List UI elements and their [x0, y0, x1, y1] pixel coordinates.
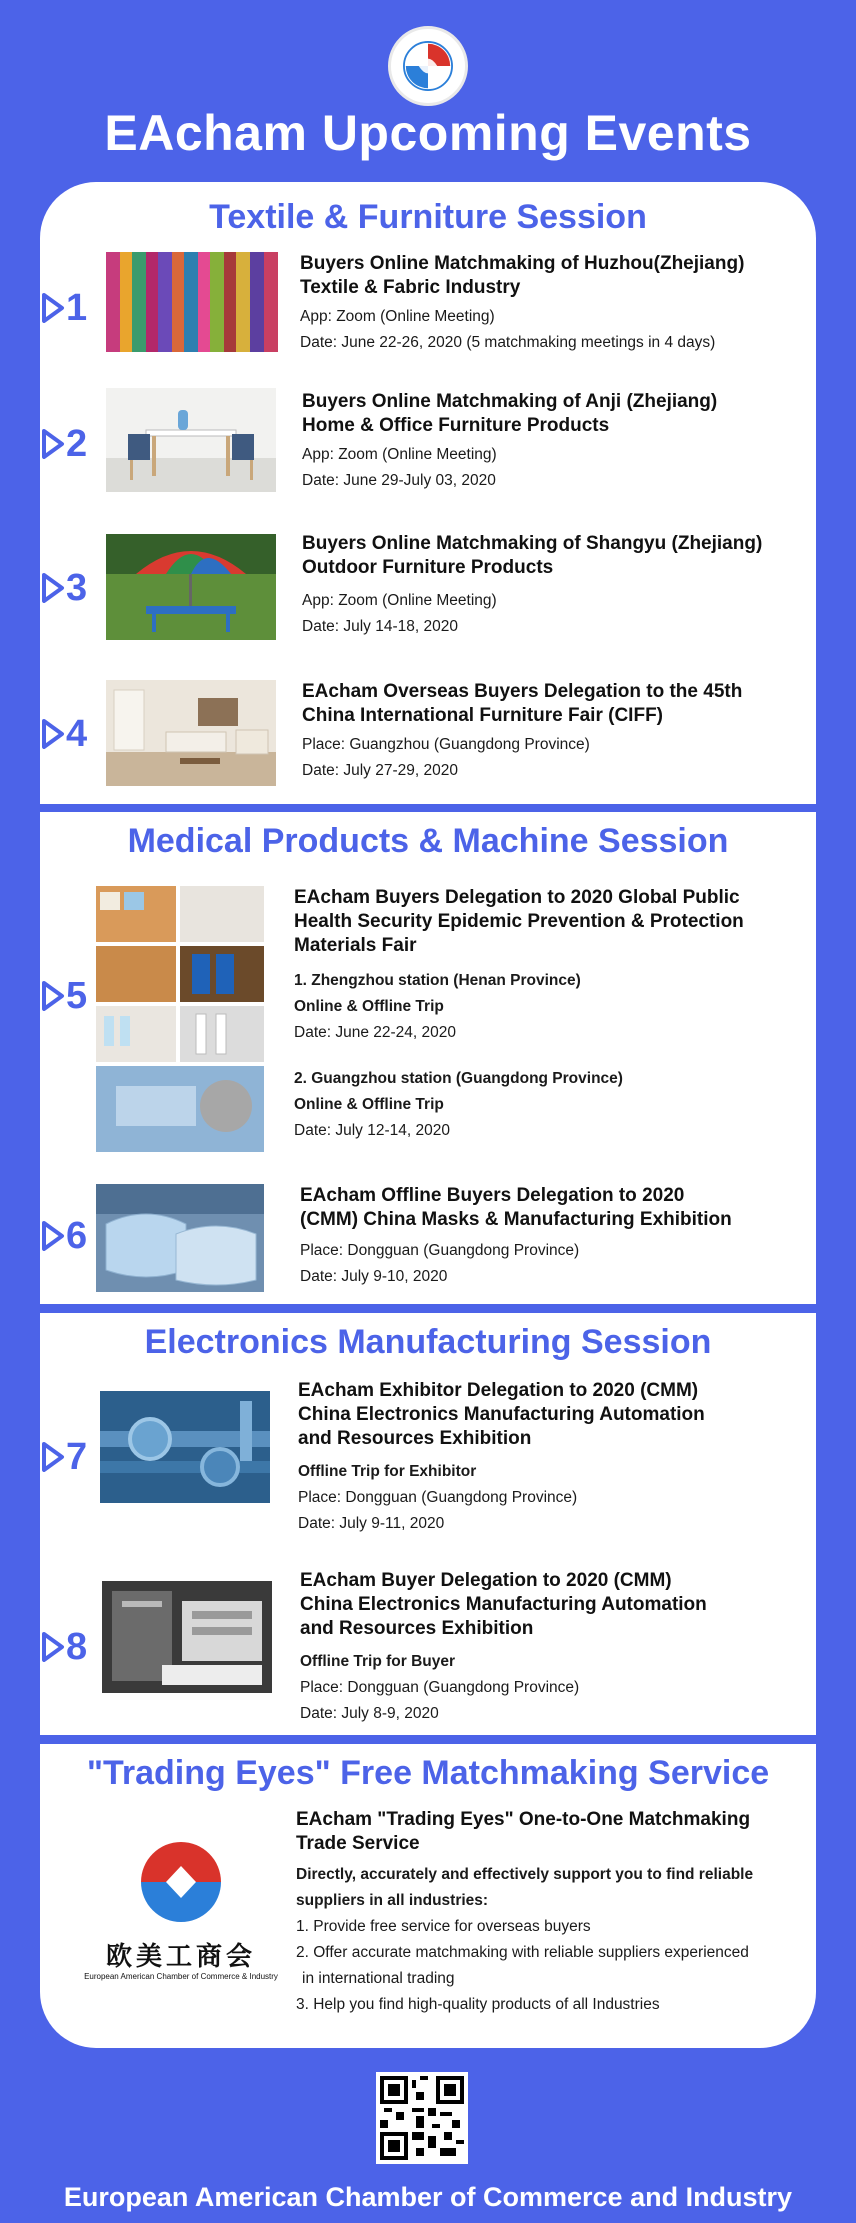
event-text: EAcham Offline Buyers Delegation to 2020 (CMM) China Masks & Manufacturing Exhibition Place: Dongguan (Guangdong Province) Date: July 9-10, 2020 — [300, 1185, 732, 1285]
event-text: Buyers Online Matchmaking of Shangyu (Zhejiang) Outdoor Furniture Products App: Zoom (Online Meeting) Date: July 14-18, 2020 — [302, 533, 763, 635]
event-number: 7 — [40, 1435, 100, 1479]
furniture-photo — [106, 388, 276, 492]
medical-supplies-collage — [96, 886, 264, 1152]
chevron-right-icon — [42, 1442, 66, 1472]
chevron-right-icon — [42, 429, 66, 459]
session-title: Electronics Manufacturing Session — [144, 1323, 712, 1361]
logo-chinese-name: 欧美工商会 — [105, 1942, 256, 1972]
event-number: 6 — [40, 1214, 100, 1258]
living-room-photo — [106, 680, 276, 786]
service-text: EAcham "Trading Eyes" One-to-One Matchmaking Trade Service Directly, accurately and effectively support you to find reliable suppliers in all industries: 1. Provide free service for overseas buyers 2. Offer accurate matchmaking with reliable suppliers experienced in international trading 3. Help you find high-quality products of all Industries — [296, 1809, 754, 2013]
event-number: 3 — [40, 566, 100, 610]
event-text: Buyers Online Matchmaking of Huzhou(Zhejiang) Textile & Fabric Industry App: Zoom (Online Meeting) Date: June 22-26, 2020 (5 matchmaking meetings in 4 days) — [300, 253, 745, 351]
session-title: Textile & Furniture Session — [209, 198, 647, 236]
textile-furniture-panel — [40, 182, 816, 804]
trading-eyes-panel — [40, 1744, 816, 2048]
outdoor-umbrella-photo — [106, 534, 276, 640]
electronics-panel — [40, 1313, 816, 1735]
event-number: 4 — [40, 712, 100, 756]
chevron-right-icon — [42, 719, 66, 749]
event-text: EAcham Buyers Delegation to 2020 Global Public Health Security Epidemic Prevention & Protection Materials Fair 1. Zhengzhou station (Henan Province) Online & Offline Trip Date: June 22-24, 2020 2. Guangzhou station (Guangdong Province) Online & Offline Trip Date: July 12-14, 2020 — [294, 887, 744, 1139]
industrial-pipes-photo — [100, 1391, 270, 1503]
event-number: 8 — [40, 1625, 100, 1669]
chevron-right-icon — [42, 293, 66, 323]
factory-machinery-photo — [102, 1581, 272, 1693]
event-number: 5 — [40, 974, 100, 1018]
medical-machine-panel — [40, 812, 816, 1304]
face-masks-photo — [96, 1184, 264, 1292]
fabric-rolls-photo — [106, 252, 278, 352]
footer-organization-name: European American Chamber of Commerce and Industry — [63, 2182, 793, 2212]
chevron-right-icon — [42, 573, 66, 603]
event-text: EAcham Exhibitor Delegation to 2020 (CMM) China Electronics Manufacturing Automation and Resources Exhibition Offline Trip for Exhibitor Place: Dongguan (Guangdong Province) Date: July 9-11, 2020 — [298, 1380, 705, 1532]
chevron-right-icon — [42, 1632, 66, 1662]
event-text: Buyers Online Matchmaking of Anji (Zhejiang) Home & Office Furniture Products App: Zoom (Online Meeting) Date: June 29-July 03, 2020 — [302, 391, 718, 489]
chevron-right-icon — [42, 1221, 66, 1251]
chevron-right-icon — [42, 981, 66, 1011]
logo-english-name: European American Chamber of Commerce & Industry — [84, 1972, 278, 1981]
event-number: 1 — [40, 286, 100, 330]
page-title: EAcham Upcoming Events — [104, 105, 752, 161]
session-title: Medical Products & Machine Session — [127, 822, 729, 860]
chamber-logo-top — [388, 26, 468, 106]
session-title: "Trading Eyes" Free Matchmaking Service — [86, 1754, 770, 1792]
event-number: 2 — [40, 422, 100, 466]
qr-code — [376, 2072, 468, 2164]
event-text: EAcham Buyer Delegation to 2020 (CMM) China Electronics Manufacturing Automation and Resources Exhibition Offline Trip for Buyer Place: Dongguan (Guangdong Province) Date: July 8-9, 2020 — [300, 1570, 707, 1722]
event-text: EAcham Overseas Buyers Delegation to the 45th China International Furniture Fair (CIFF) Place: Guangzhou (Guangdong Province) Date: July 27-29, 2020 — [302, 681, 743, 779]
